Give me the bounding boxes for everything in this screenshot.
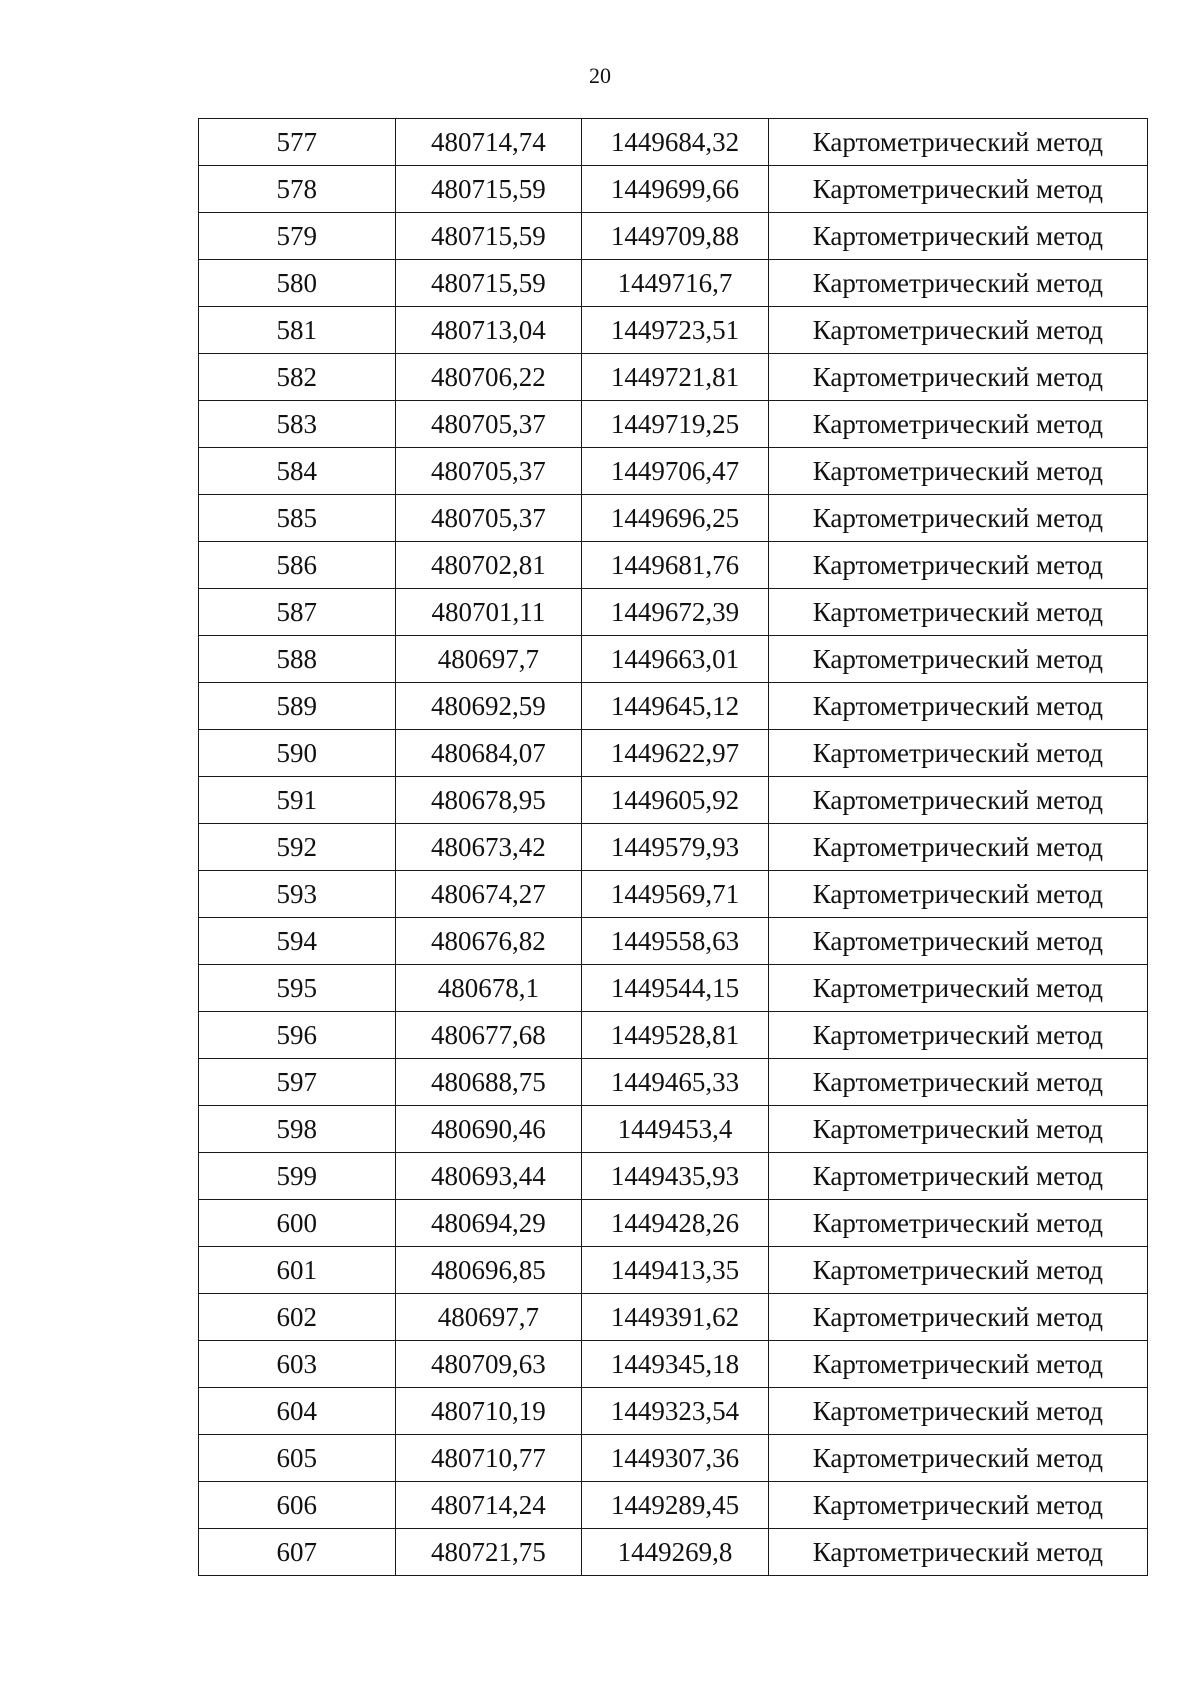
table-row xyxy=(199,683,1148,730)
table-row xyxy=(199,542,1148,589)
point-number-cell: 579 xyxy=(199,213,396,260)
x-coordinate-cell: 480676,82 xyxy=(395,918,582,965)
method-cell: Картометрический метод xyxy=(768,683,1147,730)
x-coordinate-cell: 480696,85 xyxy=(395,1247,582,1294)
y-coordinate-cell: 1449391,62 xyxy=(582,1294,769,1341)
method-cell: Картометрический метод xyxy=(768,965,1147,1012)
table-row xyxy=(199,1482,1148,1529)
method-cell: Картометрический метод xyxy=(768,1529,1147,1576)
x-coordinate-cell: 480702,81 xyxy=(395,542,582,589)
table-row xyxy=(199,1294,1148,1341)
x-coordinate-cell: 480673,42 xyxy=(395,824,582,871)
x-coordinate-cell: 480677,68 xyxy=(395,1012,582,1059)
y-coordinate-cell: 1449528,81 xyxy=(582,1012,769,1059)
point-number-cell: 588 xyxy=(199,636,396,683)
method-cell: Картометрический метод xyxy=(768,1341,1147,1388)
x-coordinate-cell: 480705,37 xyxy=(395,448,582,495)
y-coordinate-cell: 1449716,7 xyxy=(582,260,769,307)
x-coordinate-cell: 480684,07 xyxy=(395,730,582,777)
x-coordinate-cell: 480701,11 xyxy=(395,589,582,636)
y-coordinate-cell: 1449605,92 xyxy=(582,777,769,824)
point-number-cell: 601 xyxy=(199,1247,396,1294)
table-row xyxy=(199,1435,1148,1482)
point-number-cell: 590 xyxy=(199,730,396,777)
table-row xyxy=(199,965,1148,1012)
y-coordinate-cell: 1449663,01 xyxy=(582,636,769,683)
y-coordinate-cell: 1449413,35 xyxy=(582,1247,769,1294)
table-row xyxy=(199,448,1148,495)
point-number-cell: 583 xyxy=(199,401,396,448)
x-coordinate-cell: 480697,7 xyxy=(395,636,582,683)
x-coordinate-cell: 480715,59 xyxy=(395,260,582,307)
y-coordinate-cell: 1449307,36 xyxy=(582,1435,769,1482)
x-coordinate-cell: 480709,63 xyxy=(395,1341,582,1388)
table-row xyxy=(199,1388,1148,1435)
x-coordinate-cell: 480678,95 xyxy=(395,777,582,824)
y-coordinate-cell: 1449684,32 xyxy=(582,119,769,166)
y-coordinate-cell: 1449269,8 xyxy=(582,1529,769,1576)
method-cell: Картометрический метод xyxy=(768,448,1147,495)
y-coordinate-cell: 1449721,81 xyxy=(582,354,769,401)
x-coordinate-cell: 480694,29 xyxy=(395,1200,582,1247)
y-coordinate-cell: 1449681,76 xyxy=(582,542,769,589)
point-number-cell: 580 xyxy=(199,260,396,307)
table-row xyxy=(199,166,1148,213)
y-coordinate-cell: 1449465,33 xyxy=(582,1059,769,1106)
x-coordinate-cell: 480674,27 xyxy=(395,871,582,918)
point-number-cell: 599 xyxy=(199,1153,396,1200)
point-number-cell: 582 xyxy=(199,354,396,401)
method-cell: Картометрический метод xyxy=(768,354,1147,401)
table-row xyxy=(199,589,1148,636)
x-coordinate-cell: 480697,7 xyxy=(395,1294,582,1341)
y-coordinate-cell: 1449345,18 xyxy=(582,1341,769,1388)
method-cell: Картометрический метод xyxy=(768,401,1147,448)
y-coordinate-cell: 1449645,12 xyxy=(582,683,769,730)
table-row xyxy=(199,354,1148,401)
y-coordinate-cell: 1449709,88 xyxy=(582,213,769,260)
table-row xyxy=(199,871,1148,918)
y-coordinate-cell: 1449289,45 xyxy=(582,1482,769,1529)
y-coordinate-cell: 1449579,93 xyxy=(582,824,769,871)
method-cell: Картометрический метод xyxy=(768,1153,1147,1200)
method-cell: Картометрический метод xyxy=(768,213,1147,260)
point-number-cell: 589 xyxy=(199,683,396,730)
point-number-cell: 606 xyxy=(199,1482,396,1529)
table-row xyxy=(199,1247,1148,1294)
point-number-cell: 585 xyxy=(199,495,396,542)
method-cell: Картометрический метод xyxy=(768,260,1147,307)
method-cell: Картометрический метод xyxy=(768,824,1147,871)
x-coordinate-cell: 480713,04 xyxy=(395,307,582,354)
table-row xyxy=(199,1341,1148,1388)
method-cell: Картометрический метод xyxy=(768,1200,1147,1247)
table-row xyxy=(199,636,1148,683)
point-number-cell: 591 xyxy=(199,777,396,824)
table-row xyxy=(199,1200,1148,1247)
page-number: 20 xyxy=(589,63,611,88)
table-row xyxy=(199,260,1148,307)
method-cell: Картометрический метод xyxy=(768,777,1147,824)
point-number-cell: 596 xyxy=(199,1012,396,1059)
method-cell: Картометрический метод xyxy=(768,1012,1147,1059)
y-coordinate-cell: 1449558,63 xyxy=(582,918,769,965)
point-number-cell: 598 xyxy=(199,1106,396,1153)
y-coordinate-cell: 1449544,15 xyxy=(582,965,769,1012)
x-coordinate-cell: 480706,22 xyxy=(395,354,582,401)
x-coordinate-cell: 480715,59 xyxy=(395,213,582,260)
point-number-cell: 595 xyxy=(199,965,396,1012)
point-number-cell: 602 xyxy=(199,1294,396,1341)
method-cell: Картометрический метод xyxy=(768,918,1147,965)
method-cell: Картометрический метод xyxy=(768,589,1147,636)
point-number-cell: 600 xyxy=(199,1200,396,1247)
method-cell: Картометрический метод xyxy=(768,542,1147,589)
x-coordinate-cell: 480692,59 xyxy=(395,683,582,730)
point-number-cell: 578 xyxy=(199,166,396,213)
y-coordinate-cell: 1449622,97 xyxy=(582,730,769,777)
point-number-cell: 586 xyxy=(199,542,396,589)
y-coordinate-cell: 1449672,39 xyxy=(582,589,769,636)
coordinates-table-body xyxy=(199,119,1148,1576)
method-cell: Картометрический метод xyxy=(768,636,1147,683)
table-row xyxy=(199,213,1148,260)
point-number-cell: 594 xyxy=(199,918,396,965)
coordinates-table xyxy=(198,118,1148,1576)
table-row xyxy=(199,730,1148,777)
y-coordinate-cell: 1449323,54 xyxy=(582,1388,769,1435)
point-number-cell: 605 xyxy=(199,1435,396,1482)
method-cell: Картометрический метод xyxy=(768,1106,1147,1153)
y-coordinate-cell: 1449706,47 xyxy=(582,448,769,495)
point-number-cell: 603 xyxy=(199,1341,396,1388)
x-coordinate-cell: 480714,24 xyxy=(395,1482,582,1529)
method-cell: Картометрический метод xyxy=(768,871,1147,918)
x-coordinate-cell: 480710,19 xyxy=(395,1388,582,1435)
point-number-cell: 587 xyxy=(199,589,396,636)
table-row xyxy=(199,1106,1148,1153)
x-coordinate-cell: 480721,75 xyxy=(395,1529,582,1576)
y-coordinate-cell: 1449428,26 xyxy=(582,1200,769,1247)
table-row xyxy=(199,1529,1148,1576)
point-number-cell: 597 xyxy=(199,1059,396,1106)
table-row xyxy=(199,1153,1148,1200)
table-row xyxy=(199,1012,1148,1059)
x-coordinate-cell: 480690,46 xyxy=(395,1106,582,1153)
y-coordinate-cell: 1449719,25 xyxy=(582,401,769,448)
point-number-cell: 592 xyxy=(199,824,396,871)
point-number-cell: 584 xyxy=(199,448,396,495)
point-number-cell: 604 xyxy=(199,1388,396,1435)
y-coordinate-cell: 1449435,93 xyxy=(582,1153,769,1200)
table-row xyxy=(199,401,1148,448)
x-coordinate-cell: 480705,37 xyxy=(395,495,582,542)
method-cell: Картометрический метод xyxy=(768,307,1147,354)
method-cell: Картометрический метод xyxy=(768,119,1147,166)
y-coordinate-cell: 1449723,51 xyxy=(582,307,769,354)
table-row xyxy=(199,495,1148,542)
method-cell: Картометрический метод xyxy=(768,1482,1147,1529)
method-cell: Картометрический метод xyxy=(768,1435,1147,1482)
table-row xyxy=(199,918,1148,965)
method-cell: Картометрический метод xyxy=(768,1388,1147,1435)
table-row xyxy=(199,1059,1148,1106)
x-coordinate-cell: 480715,59 xyxy=(395,166,582,213)
x-coordinate-cell: 480678,1 xyxy=(395,965,582,1012)
x-coordinate-cell: 480688,75 xyxy=(395,1059,582,1106)
table-row xyxy=(199,307,1148,354)
method-cell: Картометрический метод xyxy=(768,730,1147,777)
table-row xyxy=(199,824,1148,871)
x-coordinate-cell: 480710,77 xyxy=(395,1435,582,1482)
y-coordinate-cell: 1449453,4 xyxy=(582,1106,769,1153)
method-cell: Картометрический метод xyxy=(768,495,1147,542)
x-coordinate-cell: 480693,44 xyxy=(395,1153,582,1200)
point-number-cell: 607 xyxy=(199,1529,396,1576)
point-number-cell: 581 xyxy=(199,307,396,354)
x-coordinate-cell: 480705,37 xyxy=(395,401,582,448)
point-number-cell: 593 xyxy=(199,871,396,918)
method-cell: Картометрический метод xyxy=(768,1247,1147,1294)
y-coordinate-cell: 1449569,71 xyxy=(582,871,769,918)
method-cell: Картометрический метод xyxy=(768,166,1147,213)
x-coordinate-cell: 480714,74 xyxy=(395,119,582,166)
method-cell: Картометрический метод xyxy=(768,1059,1147,1106)
table-row xyxy=(199,119,1148,166)
point-number-cell: 577 xyxy=(199,119,396,166)
table-row xyxy=(199,777,1148,824)
y-coordinate-cell: 1449699,66 xyxy=(582,166,769,213)
method-cell: Картометрический метод xyxy=(768,1294,1147,1341)
y-coordinate-cell: 1449696,25 xyxy=(582,495,769,542)
